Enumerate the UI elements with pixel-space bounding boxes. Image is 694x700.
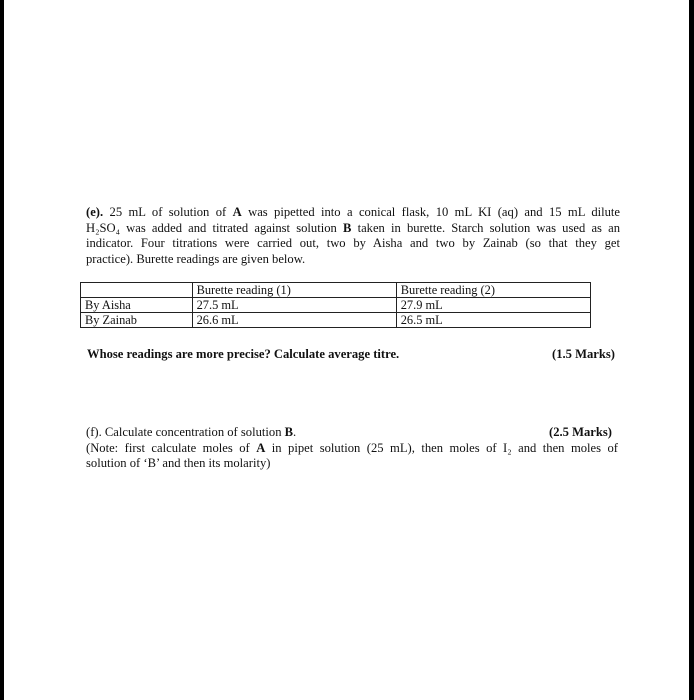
aisha-reading-1: 27.5 mL bbox=[192, 298, 396, 313]
row-label-aisha: By Aisha bbox=[81, 298, 193, 313]
zainab-reading-1: 26.6 mL bbox=[192, 313, 396, 328]
part-f-marks: (2.5 Marks) bbox=[549, 425, 612, 439]
question-marks: (1.5 Marks) bbox=[552, 347, 615, 361]
solution-b: B bbox=[284, 425, 294, 439]
part-e-paragraph bbox=[86, 205, 620, 267]
part-f-note-line-2: solution of ‘B’ and then its molarity) bbox=[86, 456, 271, 470]
burette-readings-table bbox=[80, 282, 591, 328]
text: 25 mL of solution of bbox=[103, 205, 233, 219]
text: taken in burette. Starch solution was used as an bbox=[351, 220, 621, 235]
text: (Note: first calculate moles of bbox=[86, 440, 257, 455]
precision-question bbox=[87, 347, 615, 362]
header-cell-reading-1: Burette reading (1) bbox=[192, 283, 396, 298]
table-header-row bbox=[81, 283, 591, 298]
header-cell-empty bbox=[81, 283, 193, 298]
zainab-reading-2: 26.5 mL bbox=[396, 313, 590, 328]
solution-a: A bbox=[256, 440, 266, 455]
solution-a: A bbox=[232, 205, 242, 219]
part-e-line-1 bbox=[86, 205, 620, 221]
text: in pipet solution (25 mL), then moles of I₂ and then moles of bbox=[265, 440, 618, 455]
part-f-heading bbox=[86, 425, 618, 441]
left-black-border bbox=[0, 0, 4, 700]
part-f-note-line-1 bbox=[86, 441, 618, 457]
part-f-block bbox=[86, 425, 618, 472]
question-text: Whose readings are more precise? Calculate average titre. bbox=[87, 347, 400, 361]
part-e-line-4: practice). Burette readings are given below. bbox=[86, 251, 306, 266]
aisha-reading-2: 27.9 mL bbox=[396, 298, 590, 313]
header-cell-reading-2: Burette reading (2) bbox=[396, 283, 590, 298]
text: . bbox=[293, 425, 297, 439]
table-row bbox=[81, 313, 591, 328]
text: was pipetted into a conical flask, 10 mL KI (aq) and 15 mL dilute bbox=[241, 205, 621, 219]
part-e-label: (e). bbox=[86, 205, 104, 219]
table-row bbox=[81, 298, 591, 313]
row-label-zainab: By Zainab bbox=[81, 313, 193, 328]
text: H₂SO₄ was added and titrated against solution bbox=[86, 220, 343, 235]
part-e-line-2 bbox=[86, 221, 620, 237]
right-black-border bbox=[689, 0, 694, 700]
solution-b: B bbox=[343, 220, 352, 235]
part-e-line-3: indicator. Four titrations were carried out, two by Aisha and two by Zainab (so that they get bbox=[86, 236, 620, 250]
text: (f). Calculate concentration of solution bbox=[86, 425, 285, 439]
